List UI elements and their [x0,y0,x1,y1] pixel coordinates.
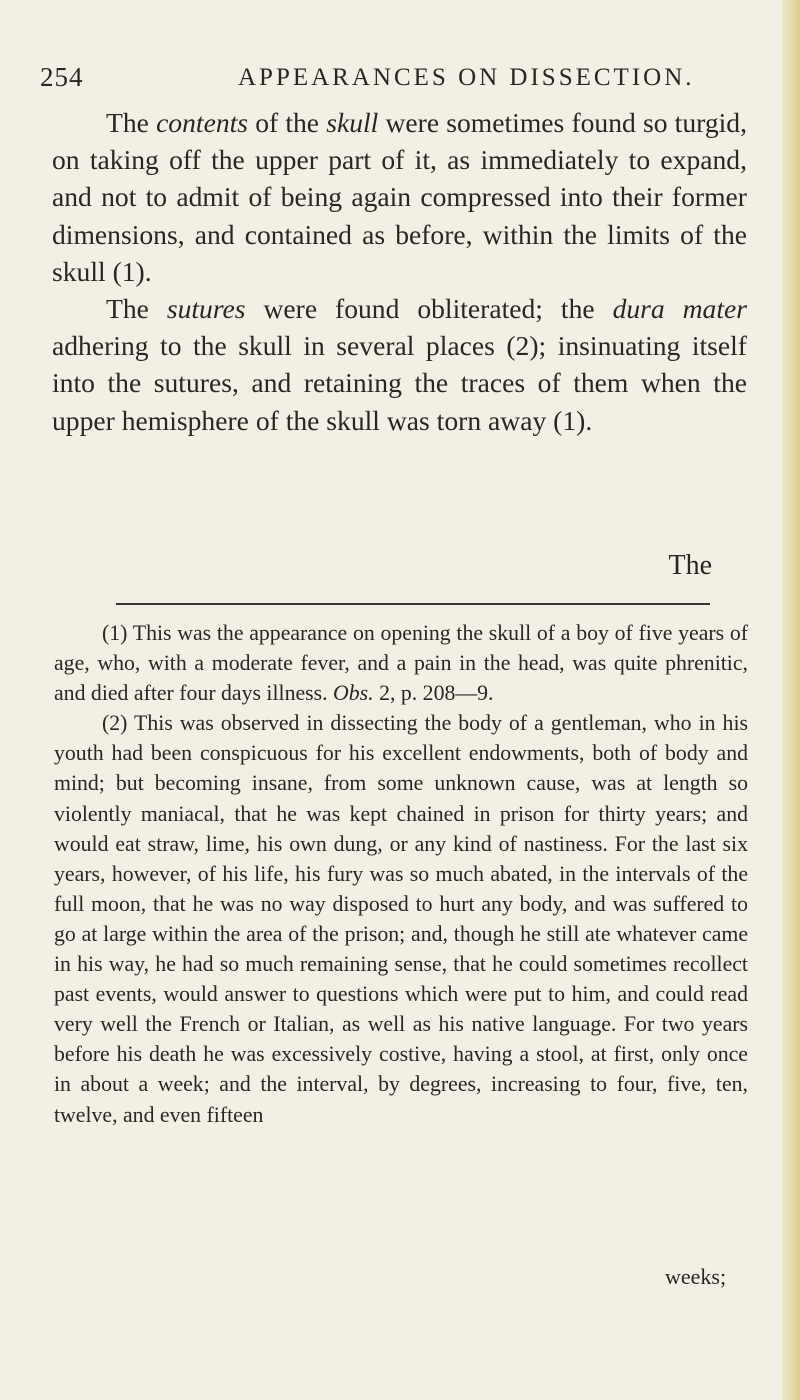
footnote-rule [116,603,710,605]
p2-text-3: adhering to the skull in several places (2); insinuating itself into the sutures, and retaining the traces of them when the upper hemisphere of the skull was torn away (1). [52,330,747,436]
p2-italic-dura-mater: dura mater [612,293,747,325]
fn1-italic-obs: Obs. [333,681,374,706]
p2-text-1: The [106,293,167,325]
page-number: 254 [40,62,84,92]
p2-text-2: were found obliterated; the [245,293,613,325]
p1-italic-contents: contents [156,107,249,138]
fn1-text-1: (1) This was the appearance on opening the skull of a boy of five years of age, who, with a moderate fever, and a pain in the head, was quite phrenitic, and died after four days illness. [54,621,748,706]
fn1-text-2: 2, p. 208—9. [373,681,494,706]
paragraph-contents [52,104,747,290]
p1-text-1: The [106,107,157,138]
p1-text-3: were sometimes found so turgid, on taking off the upper part of it, as immediately to expand, and not to admit of being again compressed into their former dimensions, and contained as before, within the limits of the skull (1). [52,107,747,287]
footnote-continuation: weeks; [665,1264,727,1289]
page-header [40,62,760,102]
footnote-1 [54,618,748,708]
catchword: The [668,550,712,581]
footnotes [54,618,748,1130]
page-edge [782,0,800,1400]
p2-italic-sutures: sutures [166,293,246,325]
p1-italic-skull: skull [326,107,379,138]
p1-text-2: of the [248,107,327,138]
main-text [52,104,747,439]
running-head: APPEARANCES ON DISSECTION. [238,64,695,91]
footnote-2: (2) This was observed in dissecting the body of a gentleman, who in his youth had been conspicuous for his excellent endowments, both of body and mind; but becoming insane, from some unknown cause, was at length so violently maniacal, that he was kept chained in prison for thirty years; and would eat straw, lime, his own dung, or any kind of nastiness. For the last six years, however, of his life, his fury was so much abated, in the intervals of the full moon, that he was no way disposed to hurt any body, and was suffered to go at large within the area of the prison; and, though he still ate whatever came in his way, he had so much remaining sense, that he could sometimes recollect past events, would answer to questions which were put to him, and could read very well the French or Italian, as well as his native language. For two years before his death he was excessively costive, having a stool, at first, only once in about a week; and the interval, by degrees, increasing to four, five, ten, twelve, and even fifteen [54,711,748,1127]
paragraph-sutures [52,290,747,439]
